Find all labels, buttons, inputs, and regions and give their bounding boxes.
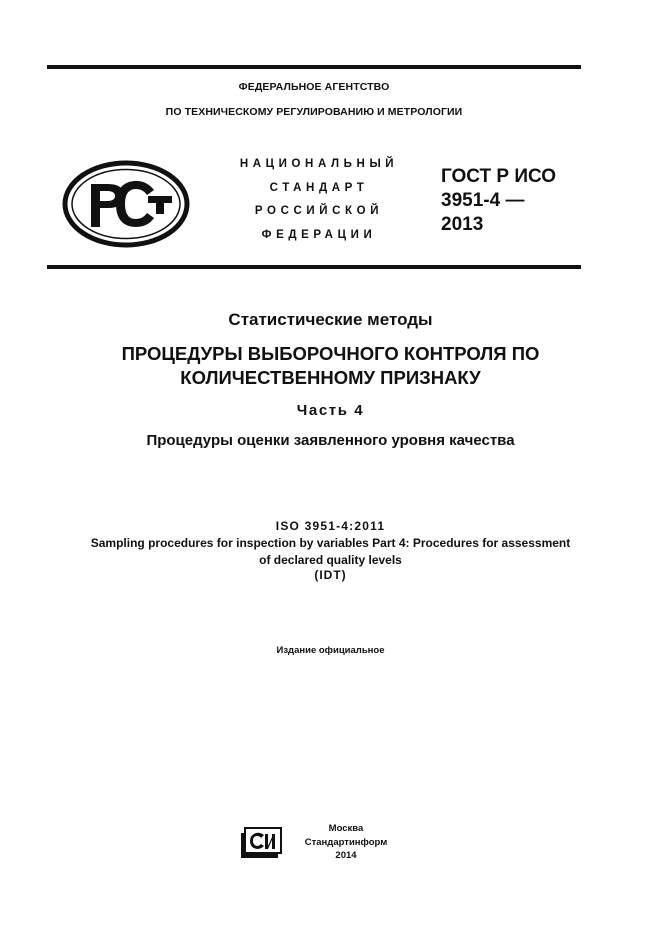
top-rule — [47, 65, 581, 69]
main-title — [0, 342, 661, 390]
middle-rule — [47, 265, 581, 269]
standard-number — [441, 165, 556, 237]
national-line: ФЕДЕРАЦИИ — [261, 228, 377, 241]
standard-number-line: 2013 — [441, 214, 484, 235]
agency-name-line1: ФЕДЕРАЛЬНОЕ АГЕНТСТВО — [238, 81, 390, 93]
publisher-city: Москва — [328, 823, 364, 834]
idt-label: (IDT) — [314, 568, 347, 582]
main-title-line: КОЛИЧЕСТВЕННОМУ ПРИЗНАКУ — [180, 367, 481, 388]
subtitle: Процедуры оценки заявленного уровня качества — [146, 432, 515, 449]
part-label: Часть 4 — [296, 402, 365, 419]
standartinform-logo-icon — [240, 827, 282, 859]
iso-title — [20, 535, 641, 569]
national-line: НАЦИОНАЛЬНЫЙ — [239, 158, 399, 170]
edition-label: Издание официальное — [276, 645, 385, 656]
national-line: РОССИЙСКОЙ — [254, 205, 384, 217]
agency-name-line2: ПО ТЕХНИЧЕСКОМУ РЕГУЛИРОВАНИЮ И МЕТРОЛОГИИ — [165, 106, 463, 118]
rst-certification-mark-icon — [62, 160, 190, 248]
title-small: Статистические методы — [228, 310, 433, 329]
main-title-line: ПРОЦЕДУРЫ ВЫБОРОЧНОГО КОНТРОЛЯ ПО — [121, 343, 540, 364]
standard-number-line: 3951-4 — — [441, 190, 525, 211]
standard-number-line: ГОСТ Р ИСО — [441, 166, 557, 187]
iso-code: ISO 3951-4:2011 — [275, 519, 386, 533]
national-line: СТАНДАРТ — [269, 181, 369, 194]
iso-title-line: Sampling procedures for inspection by variables Part 4: Procedures for assessment — [90, 536, 571, 550]
national-standard-heading — [226, 153, 412, 247]
publisher-name: Стандартинформ — [304, 836, 388, 848]
publisher-year: 2014 — [335, 850, 357, 861]
publisher-info — [296, 822, 396, 863]
iso-title-line: of declared quality levels — [259, 553, 402, 567]
